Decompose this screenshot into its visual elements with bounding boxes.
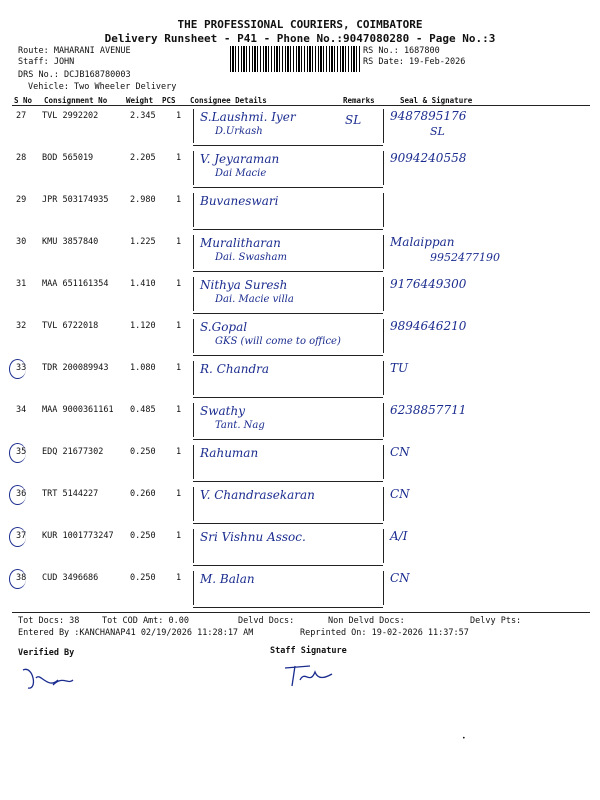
row-consignment-no: EDQ 21677302 [42,447,104,457]
row-signature: A/I [390,529,408,543]
row-sno: 28 [16,153,27,163]
total-docs: Tot Docs: 38 [18,616,80,626]
route-text: Route: MAHARANI AVENUE [18,46,131,56]
column-separator [193,319,194,353]
col-consignee: Consignee Details [190,96,267,105]
row-divider [193,313,383,314]
row-divider [193,439,383,440]
header-divider [12,105,590,106]
row-consignment-no: TRT 5144227 [42,489,99,499]
row-pcs: 1 [176,237,182,247]
row-consignee-name: M. Balan [200,572,255,586]
column-separator [383,151,384,185]
row-consignment-no: MAA 651161354 [42,279,109,289]
column-separator [383,109,384,143]
row-divider [193,229,383,230]
row-signature: Malaippan [390,235,455,249]
row-pcs: 1 [176,489,182,499]
row-divider [193,565,383,566]
stray-dot: • [462,735,466,742]
column-separator [193,277,194,311]
non-delivered-docs: Non Delvd Docs: [328,616,405,626]
column-separator [193,487,194,521]
row-weight: 0.250 [130,447,156,457]
column-separator [383,445,384,479]
runsheet-subtitle: Delivery Runsheet - P41 - Phone No.:9047080280 - Page No.:3 [104,32,496,45]
col-consignment: Consignment No [44,96,108,105]
row-signature: 9487895176 [390,109,467,123]
column-separator [193,361,194,395]
row-pcs: 1 [176,195,182,205]
row-consignee-name: R. Chandra [200,362,270,376]
column-separator [193,529,194,563]
row-consignee-name: Rahuman [200,446,259,460]
row-consignee-address: GKS (will come to office) [215,336,341,347]
row-weight: 0.485 [130,405,156,415]
row-consignee-name: Buvaneswari [200,194,279,208]
row-pcs: 1 [176,279,182,289]
row-consignee-name: V. Chandrasekaran [200,488,315,502]
row-consignment-no: TVL 2992202 [42,111,99,121]
hand-circle-mark [9,359,26,379]
row-signature: 9176449300 [390,277,467,291]
entered-by: Entered By :KANCHANAP41 02/19/2026 11:28:17 AM [18,628,254,638]
row-consignee-name: S.Laushmi. Iyer [200,110,296,124]
column-separator [193,571,194,605]
row-sno: 36 [16,489,27,499]
barcode [230,46,360,72]
column-separator [383,571,384,605]
row-signature: 9894646210 [390,319,467,333]
row-consignee-name: Muralitharan [200,236,281,250]
row-sno: 27 [16,111,27,121]
row-signature: CN [390,445,410,459]
row-sno: 30 [16,237,27,247]
row-sno: 31 [16,279,27,289]
row-consignee-name: Swathy [200,404,245,418]
reprinted-on: Reprinted On: 19-02-2026 11:37:57 [300,628,469,638]
row-sno: 29 [16,195,27,205]
row-consignment-no: MAA 9000361161 [42,405,114,415]
delivery-points: Delvy Pts: [470,616,522,626]
row-divider [193,607,383,608]
footer-divider [12,612,590,613]
row-consignment-no: KMU 3857840 [42,237,99,247]
column-separator [193,403,194,437]
column-separator [193,193,194,227]
column-separator [383,193,384,227]
row-consignee-address: D.Urkash [215,126,263,137]
total-cod-amount: Tot COD Amt: 0.00 [102,616,189,626]
row-signature-extra: SL [430,125,445,138]
row-divider [193,481,383,482]
row-pcs: 1 [176,153,182,163]
row-pcs: 1 [176,447,182,457]
row-weight: 0.250 [130,531,156,541]
column-separator [383,235,384,269]
row-sno: 38 [16,573,27,583]
row-divider [193,187,383,188]
row-weight: 0.250 [130,573,156,583]
row-sno: 35 [16,447,27,457]
row-consignment-no: CUD 3496686 [42,573,99,583]
row-weight: 0.260 [130,489,156,499]
row-pcs: 1 [176,111,182,121]
row-signature: TU [390,361,409,375]
row-signature: 9094240558 [390,151,467,165]
row-weight: 1.410 [130,279,156,289]
hand-circle-mark [9,569,26,589]
column-separator [383,319,384,353]
row-consignee-address: Dai. Swasham [215,252,287,263]
row-signature: CN [390,571,410,585]
row-pcs: 1 [176,405,182,415]
column-separator [383,529,384,563]
row-sno: 37 [16,531,27,541]
column-separator [193,109,194,143]
row-consignment-no: KUR 1001773247 [42,531,114,541]
column-separator [383,403,384,437]
row-consignee-name: Nithya Suresh [200,278,288,292]
col-pcs: PCS [162,96,176,105]
row-weight: 1.120 [130,321,156,331]
row-pcs: 1 [176,321,182,331]
row-consignment-no: TDR 200089943 [42,363,109,373]
row-pcs: 1 [176,531,182,541]
hand-circle-mark [9,485,26,505]
staff-signature [280,660,340,690]
row-weight: 1.080 [130,363,156,373]
row-weight: 2.345 [130,111,156,121]
verified-by-label: Verified By [18,648,75,658]
row-sno: 34 [16,405,27,415]
row-consignment-no: BOD 565019 [42,153,94,163]
rs-number: RS No.: 1687800 [363,46,440,56]
col-remarks: Remarks [343,96,375,105]
column-separator [193,151,194,185]
row-weight: 2.205 [130,153,156,163]
row-sno: 33 [16,363,27,373]
col-weight: Weight [126,96,154,105]
row-consignee-name: S.Gopal [200,320,248,334]
row-divider [193,355,383,356]
row-consignment-no: JPR 503174935 [42,195,109,205]
row-consignment-no: TVL 6722018 [42,321,99,331]
company-title: THE PROFESSIONAL COURIERS, COIMBATORE [177,18,423,31]
row-sno: 32 [16,321,27,331]
row-signature-extra: 9952477190 [430,251,500,264]
column-separator [193,445,194,479]
column-separator [383,277,384,311]
row-consignee-name: V. Jeyaraman [200,152,280,166]
staff-signature-label: Staff Signature [270,646,347,656]
col-sno: S No [14,96,33,105]
verified-signature [18,660,78,695]
delivered-docs: Delvd Docs: [238,616,295,626]
column-separator [383,361,384,395]
rs-date: RS Date: 19-Feb-2026 [363,57,466,67]
row-pcs: 1 [176,363,182,373]
row-divider [193,523,383,524]
row-consignee-address: Dai. Macie villa [215,294,294,305]
col-seal-signature: Seal & Signature [400,96,473,105]
hand-circle-mark [9,443,26,463]
row-signature: 6238857711 [390,403,467,417]
row-remarks: SL [345,113,362,127]
row-pcs: 1 [176,573,182,583]
hand-circle-mark [9,527,26,547]
row-consignee-name: Sri Vishnu Assoc. [200,530,306,544]
vehicle-text: Vehicle: Two Wheeler Delivery [28,82,177,92]
row-consignee-address: Dai Macie [215,168,267,179]
row-weight: 2.980 [130,195,156,205]
column-separator [193,235,194,269]
row-consignee-address: Tant. Nag [215,420,265,431]
row-divider [193,397,383,398]
row-divider [193,145,383,146]
column-separator [383,487,384,521]
row-divider [193,271,383,272]
staff-text: Staff: JOHN [18,57,75,67]
row-weight: 1.225 [130,237,156,247]
drs-number: DRS No.: DCJB168780003 [18,70,131,80]
row-signature: CN [390,487,410,501]
